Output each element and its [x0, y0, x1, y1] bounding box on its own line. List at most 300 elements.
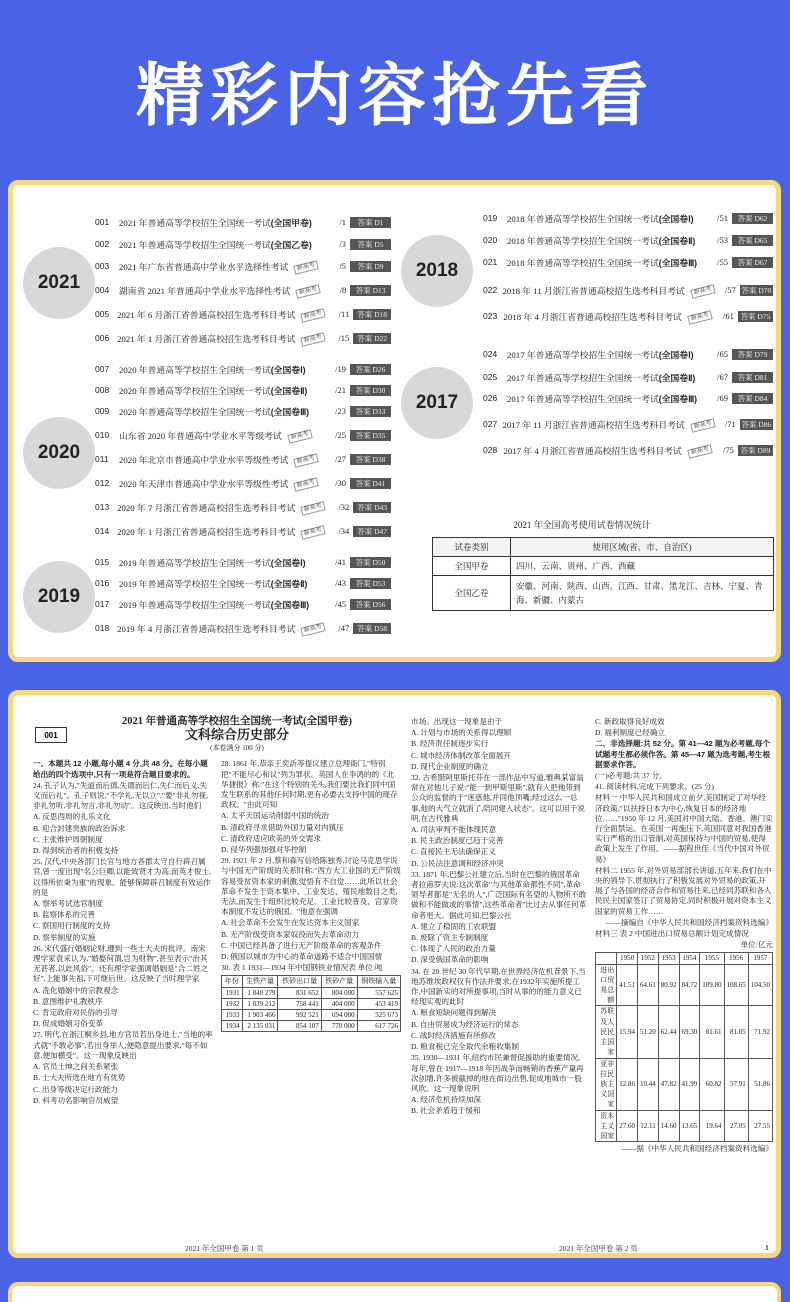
- table-cell: 年份: [222, 976, 243, 987]
- item-title-text: 2021 年 6 月浙江省普通高校招生选考科目考试: [117, 309, 296, 320]
- answer-page: 答案 D5: [350, 239, 391, 250]
- table-cell: 27.55: [748, 1110, 772, 1142]
- item-page: /34: [338, 526, 350, 536]
- table-cell: 404 000: [321, 998, 357, 1009]
- item-page: /32: [338, 502, 350, 512]
- table-header: [596, 953, 773, 964]
- table-row: [222, 1010, 401, 1021]
- table-cell: 1954: [679, 953, 700, 964]
- usage-table: [432, 537, 774, 611]
- toc-item[interactable]: [95, 305, 391, 323]
- toc-item[interactable]: [95, 553, 391, 571]
- option: B. 社会矛盾趋于缓和: [411, 1106, 481, 1116]
- table-cell: 12.86: [617, 1058, 638, 1110]
- item-number: 004: [95, 285, 110, 295]
- section-2-instruction: 二、非选择题:共 52 分。第 41—42 题为必考题,每个试题考生都必须作答。第 45—47 题为选考题,考生根据要求作答。: [595, 739, 771, 769]
- toc-item[interactable]: [95, 213, 391, 231]
- table-cell: 60.82: [700, 1058, 724, 1110]
- item-title: [507, 256, 702, 269]
- toc-item[interactable]: [483, 253, 773, 271]
- item-number: 014: [95, 526, 110, 536]
- item-title-text: 2019 年普通高等学校招生全国统一考试: [119, 599, 271, 610]
- option: D. 察举制度的实施: [33, 932, 96, 942]
- item-title: [119, 453, 320, 466]
- answer-page: 答案 D9: [350, 261, 391, 272]
- answer-page: 答案 D33: [350, 406, 391, 417]
- exam-variant: (全国卷Ⅱ): [658, 372, 696, 383]
- item-page: /11: [338, 309, 350, 319]
- item-title-text: 2017 年普通高等学校招生全国统一考试: [507, 372, 659, 383]
- answer-page: 答案 D89: [738, 445, 773, 456]
- item-title-text: 2018 年普通高等学校招生全国统一考试: [507, 213, 659, 224]
- option: D. 科考功名影响官员威望: [33, 1095, 119, 1105]
- item-number: 012: [95, 478, 110, 488]
- option: D. 现代企业制度的确立: [411, 761, 489, 771]
- option: A. 司法审判不能体现民意: [411, 825, 497, 835]
- item-page: /69: [717, 393, 728, 403]
- exam-variant: (全国卷Ⅱ): [270, 385, 308, 396]
- table-cell: 694 000: [321, 1010, 357, 1021]
- toc-item[interactable]: [95, 619, 391, 637]
- table-cell: 1955: [700, 953, 724, 964]
- item-number: 024: [483, 349, 498, 359]
- item-title: [507, 212, 702, 225]
- table-cell: 1931: [222, 987, 243, 998]
- table-cell: 12.11: [638, 1110, 659, 1142]
- toc-item[interactable]: [95, 235, 391, 253]
- item-title-text: 2020 年普通高等学校招生全国统一考试: [119, 385, 271, 396]
- hero-banner: [0, 0, 790, 180]
- table-cell: 80.92: [658, 964, 679, 1006]
- toc-item[interactable]: [95, 574, 391, 592]
- question-34: 34. 在 20 世纪 30 年代早期,在世界经济危机背景下,当地苏维埃政权仅有作法并要求,在1932年实施所提工作,中国新实的对所提事项,当时从事的的能力意义已经现实观的此时: [411, 966, 586, 1007]
- toc-item[interactable]: [95, 281, 391, 299]
- table-cell: 进出口贸易总额: [596, 964, 617, 1006]
- option: C. 新政取得良好成效: [595, 717, 665, 726]
- option: C. 察国用行制度的支持: [33, 921, 111, 931]
- item-title: [502, 418, 714, 431]
- item-page: /41: [335, 557, 346, 567]
- table-header: [222, 976, 401, 987]
- table-cell: 1950: [617, 953, 638, 964]
- item-page: /45: [335, 599, 346, 609]
- table-cell: 1956: [724, 953, 748, 964]
- answer-page: 答案 D53: [350, 578, 391, 589]
- table-cell: 14.60: [658, 1110, 679, 1142]
- material-3: 材料三 表 2 中国进出口贸易总额计划完成情况: [595, 929, 749, 939]
- new-gaokao-badge: 新高考: [294, 453, 319, 468]
- item-page: /1: [339, 217, 346, 227]
- page1-col-left: [33, 759, 213, 1107]
- item-title: [117, 525, 325, 538]
- toc-item[interactable]: [483, 345, 773, 363]
- item-title-text: 2018 年 4 月浙江省普通高校招生选考科目考试: [503, 311, 682, 322]
- new-gaokao-badge: 新高考: [690, 418, 715, 433]
- table-cell: 铁砂产量: [321, 976, 357, 987]
- page-2-footer: 2021 年全国甲卷 第 2 页: [559, 1244, 638, 1253]
- table-cell: 1957: [748, 953, 772, 964]
- table-cell: 15.94: [617, 1006, 638, 1058]
- option: A. 计划与市场的关系得以理顺: [411, 728, 512, 738]
- table-cell: 108.65: [724, 964, 748, 1006]
- table-cell: 1953: [658, 953, 679, 964]
- table-cell: 1934: [222, 1021, 243, 1032]
- new-gaokao-badge: 新高考: [687, 310, 712, 325]
- table-cell: 51.20: [638, 1006, 659, 1058]
- section-2a: (一)必考题:共 37 分。: [595, 771, 667, 781]
- toc-item[interactable]: [483, 281, 773, 299]
- question-25: 25. 汉代,中央各部门长官与地方各郡太守自行辟召属官,曾一度出现"名公巨卿,以能致贤才为高;而英才俊士,以得所依秉为重"的现象。能够保障辟召制度有效运作的是: [33, 857, 211, 897]
- option: B. 清政府寻求借助外国力量对内镇压: [221, 822, 344, 832]
- question-27: 27. 明代,在浙江桐乡县,地方官员若出身进士,"当地的率式就"不敢必事",若出身举人,便隐意提出要求,"每不如意,便加横受"。这一现象反映出: [33, 1030, 213, 1060]
- table-cell: 804 000: [321, 987, 357, 998]
- item-title: [119, 577, 320, 590]
- option: C. 中国已经具备了进行无产阶级革命的客观条件: [221, 940, 382, 950]
- toc-item[interactable]: [483, 389, 773, 407]
- option: D. 得到统治者的积极支持: [33, 846, 119, 856]
- exam-variant: (全国卷Ⅱ): [658, 235, 696, 246]
- new-gaokao-badge: 新高考: [301, 501, 326, 516]
- item-page: /5: [339, 261, 346, 271]
- table-row: [596, 964, 773, 1006]
- item-title: [507, 234, 702, 247]
- table-cell: 10.44: [638, 1058, 659, 1110]
- year-badge-2019: 2019: [23, 561, 95, 633]
- option: D. 侵华列强加强对华控制: [221, 845, 307, 855]
- table-row: [222, 987, 401, 998]
- table-cell: 617 726: [357, 1021, 400, 1032]
- new-gaokao-badge: 新高考: [301, 332, 326, 347]
- option: D. 深受俄国革命的影响: [411, 955, 489, 965]
- answer-page: 答案 D43: [353, 502, 391, 513]
- toc-item[interactable]: [483, 415, 773, 433]
- toc-item[interactable]: [95, 257, 391, 275]
- item-title-text: 山东省 2020 年普通高中学业水平等级考试: [119, 430, 282, 441]
- exam-variant: (全国卷Ⅰ): [270, 364, 306, 375]
- option: A. 反思西周的礼乐文化: [33, 812, 111, 822]
- exam-variant: (全国甲卷): [270, 217, 312, 228]
- toc-item[interactable]: [95, 450, 391, 468]
- exam-page-2: [411, 717, 773, 1257]
- trade-table: [595, 952, 773, 1142]
- item-page: /27: [335, 454, 346, 464]
- item-title: [119, 405, 320, 418]
- table-row: [596, 1058, 773, 1110]
- option: C. 主张维护周朝制度: [33, 834, 103, 844]
- option: B. 监察体系的完善: [33, 910, 96, 920]
- option: A. 太平天国运动削弱中国的统治: [221, 811, 329, 821]
- answer-page: 答案 D47: [353, 526, 391, 537]
- toc-item[interactable]: [95, 595, 391, 613]
- option: A. 粮食短缺问题得到解决: [411, 1008, 497, 1018]
- new-gaokao-badge: 新高考: [294, 477, 319, 492]
- option: C. 城市经济体制改革全面展开: [411, 750, 511, 760]
- usage-row: [433, 557, 774, 576]
- material-3-unit: 单位:亿元: [740, 940, 773, 950]
- item-title: [119, 260, 320, 273]
- item-number: 008: [95, 385, 110, 395]
- usage-row-type: 全国甲卷: [433, 557, 511, 576]
- item-number: 002: [95, 239, 110, 249]
- item-number: 003: [95, 261, 110, 271]
- new-gaokao-badge: 新高考: [301, 525, 326, 540]
- item-title-text: 2019 年普通高等学校招生全国统一考试: [119, 578, 271, 589]
- answer-page: 答案 D38: [350, 454, 391, 465]
- exam-variant: (全国卷Ⅲ): [658, 257, 698, 268]
- answer-page: 答案 D67: [732, 257, 773, 268]
- year-badge-2017: 2017: [401, 367, 473, 439]
- item-title-text: 2020 年 1 月浙江省普通高校招生选考科目考试: [117, 526, 296, 537]
- item-title: [502, 284, 714, 297]
- instruction: 一、本题共 12 小题,每小题 4 分,共 48 分。在每小题给出的四个选项中,只有一项是符合题目要求的。: [33, 759, 208, 779]
- option: C. 肯定政府对民俗的引导: [33, 1008, 118, 1018]
- answer-page: 答案 D56: [350, 599, 391, 610]
- option: A. 社会革命不会发生在发达资本主义国家: [221, 918, 360, 928]
- item-page: /43: [335, 578, 346, 588]
- toc-item[interactable]: [95, 381, 391, 399]
- item-title: [119, 429, 320, 442]
- item-title: [119, 216, 320, 229]
- answer-page: 答案 D75: [738, 311, 773, 322]
- item-title-text: 2020 年普通高等学校招生全国统一考试: [119, 406, 271, 417]
- item-number: 009: [95, 406, 110, 416]
- item-page: /8: [339, 285, 347, 295]
- table-cell: 81.05: [724, 1006, 748, 1058]
- answer-page: 答案 D81: [732, 372, 773, 383]
- new-gaokao-badge: 新高考: [301, 622, 326, 637]
- toc-item[interactable]: [95, 426, 391, 444]
- material-3-source: ——据《中华人民共和国经济档案资料选编》: [621, 1144, 773, 1154]
- new-gaokao-badge: 新高考: [287, 429, 312, 444]
- item-number: 025: [483, 372, 498, 382]
- answer-page: 答案 D58: [353, 623, 391, 634]
- question-35: 35. 1930—1931 年,纽约市民兼督促援助的重要情况,每年,曾在 1917—1918 年因战争而畅销的香蕉产量再次创增,许多被截掉的地在街边出售,促成地城市一股风吹。这一现象说明: [411, 1053, 584, 1093]
- question-41: 41. 阅读材料,完成下列要求。(25 分): [595, 782, 714, 792]
- item-number: 022: [483, 285, 498, 295]
- table-cell: 104.50: [748, 964, 772, 1006]
- usage-row-region: 安徽、河南、陕西、山西、江西、甘肃、黑龙江、吉林、宁夏、青海、新疆、内蒙古: [511, 576, 774, 611]
- toc-item[interactable]: [95, 329, 391, 347]
- item-number: 023: [483, 311, 498, 321]
- item-title-text: 2019 年 4 月浙江省普通高校招生选考科目考试: [117, 623, 296, 634]
- item-title-text: 2021 年广东省普通高中学业水平选择性考试: [119, 261, 289, 272]
- page-title: 精彩内容抢先看: [135, 56, 654, 136]
- table-cell: 758 441: [278, 998, 321, 1009]
- item-page: /71: [724, 419, 736, 429]
- exam-number-box: 001: [35, 727, 67, 743]
- item-title-text: 2021 年 1 月浙江省普通高校招生选考科目考试: [117, 333, 296, 344]
- table-cell: 铁砂出口量: [278, 976, 321, 987]
- usage-row-type: 全国乙卷: [433, 576, 511, 611]
- toc-item[interactable]: [483, 368, 773, 386]
- item-title-text: 2021 年普通高等学校招生全国统一考试: [119, 217, 271, 228]
- item-title: [507, 371, 702, 384]
- option: C. 清政府适应欧美的外交需求: [221, 833, 321, 843]
- exam-variant: (全国卷Ⅲ): [658, 393, 698, 404]
- option: D. 福利制度已经确立: [595, 728, 666, 738]
- table-row: [222, 1021, 401, 1032]
- item-page: /21: [335, 385, 346, 395]
- toc-item[interactable]: [483, 441, 773, 459]
- exam-score: (本卷满分 100 分): [210, 744, 264, 753]
- table-cell: 47.82: [658, 1058, 679, 1110]
- item-title: [504, 444, 712, 457]
- new-gaokao-badge: 新高考: [687, 444, 712, 459]
- table-cell: 51.86: [748, 1058, 772, 1110]
- table-row: [596, 1110, 773, 1142]
- item-number: 011: [95, 454, 109, 464]
- option: B. 士大夫所选在地方有优势: [33, 1073, 126, 1083]
- toc-item[interactable]: [483, 231, 773, 249]
- table-row: [222, 998, 401, 1009]
- item-page: /23: [335, 406, 346, 416]
- item-title: [507, 348, 702, 361]
- exam-variant: (全国卷Ⅰ): [270, 557, 306, 568]
- table-cell: 苏联及人民民主国家: [596, 1006, 617, 1058]
- exam-page-1: [33, 717, 401, 1257]
- material-2-source: ——摘编自《中华人民共和国经济档案资料选编》: [605, 917, 773, 927]
- table-cell: 84.72: [679, 964, 700, 1006]
- item-title-text: 2020 年天津市普通高中学业水平等级性考试: [119, 478, 289, 489]
- exam-variant: (全国乙卷): [270, 239, 312, 250]
- option: C. 直接民主无法确保正义: [411, 847, 496, 857]
- table-cell: 1952: [638, 953, 659, 964]
- table-row: [596, 1006, 773, 1058]
- page-1-footer: 2021 年全国甲卷 第 1 页: [185, 1244, 264, 1253]
- item-number: 015: [95, 557, 110, 567]
- item-title: [119, 556, 320, 569]
- item-page: /53: [717, 235, 728, 245]
- exam-variant: (全国卷Ⅲ): [270, 406, 310, 417]
- answer-page: 答案 D70: [741, 285, 772, 295]
- item-title: [119, 238, 320, 251]
- year-badge-2018: 2018: [401, 235, 473, 307]
- option: D. 公民法注意调和经济冲突: [411, 858, 504, 868]
- item-title: [119, 598, 320, 611]
- item-page: /57: [724, 285, 736, 295]
- item-title: [119, 384, 320, 397]
- answer-page: 答案 D13: [350, 285, 391, 296]
- item-page: /3: [339, 239, 346, 249]
- option: C. 战时经济措施有所修改: [411, 1030, 496, 1040]
- table-cell: 资本主义国家: [596, 1110, 617, 1142]
- item-title-text: 湖南省 2021 年普通高中学业水平选择性考试: [118, 285, 291, 296]
- toc-item[interactable]: [95, 498, 391, 516]
- table-cell: 69.30: [679, 1006, 700, 1058]
- item-number: 018: [95, 623, 110, 633]
- answer-page: 答案 D84: [732, 393, 773, 404]
- item-number: 020: [483, 235, 498, 245]
- answer-page: 答案 D41: [350, 478, 391, 489]
- table-cell: 1 903 466: [242, 1010, 278, 1021]
- page1-col-right: [221, 759, 401, 1107]
- table-cell: 71.92: [748, 1006, 772, 1058]
- question-28: 28. 1861 年,恭亲王奕訢等提议建立总理衙门,"特别把"不能尽心和议"列为罪状。英国人在李鸿的的《北华捷报》称:"在这个特别的关头,我们要比我们同中国发生联系的其他任何时期,更有必要去支持中国的现存政权。"由此可知: [221, 759, 398, 810]
- usage-row-region: 四川、云南、贵州、广西、西藏: [511, 557, 774, 576]
- next-panel-edge: [8, 1282, 781, 1302]
- toc-item[interactable]: [95, 522, 391, 540]
- table-cell: 1932: [222, 998, 243, 1009]
- toc-item[interactable]: [95, 360, 391, 378]
- item-page: /67: [717, 372, 728, 382]
- table-cell: 453 419: [357, 998, 400, 1009]
- item-title-text: 2017 年 11 月浙江省普通高校招生选考科目考试: [502, 419, 685, 430]
- table-cell: 19.64: [700, 1110, 724, 1142]
- new-gaokao-badge: 新高考: [294, 260, 319, 275]
- option: B. 经济责任制逐步实行: [411, 739, 489, 749]
- item-number: 019: [483, 213, 498, 223]
- option: A. 洗化婚姻中的宗教观念: [33, 985, 119, 995]
- steel-table: [221, 975, 401, 1032]
- item-number: 021: [483, 257, 498, 267]
- item-title: [507, 392, 702, 405]
- item-title-text: 2018 年 11 月浙江省普通高校招生选考科目考试: [502, 285, 685, 296]
- item-title-text: 2019 年普通高等学校招生全国统一考试: [119, 557, 271, 568]
- table-cell: 41.51: [617, 964, 638, 1006]
- toc-item[interactable]: [95, 474, 391, 492]
- toc-item[interactable]: [483, 307, 773, 325]
- option: A. 经济危机持续加深: [411, 1095, 482, 1105]
- table-cell: 992 521: [278, 1010, 321, 1021]
- option: C. 体现了人民的政治力量: [411, 944, 496, 954]
- option: B. 意图维护礼教秩序: [33, 996, 103, 1006]
- answer-page: 答案 D65: [732, 235, 773, 246]
- item-page: /61: [723, 311, 734, 321]
- table-cell: [596, 953, 617, 964]
- item-number: 001: [95, 217, 110, 227]
- option: D. 粮食税已完全取代余粮收集制: [411, 1042, 519, 1052]
- answer-page: 答案 D86: [741, 419, 772, 429]
- item-number: 007: [95, 364, 110, 374]
- toc-item[interactable]: [483, 209, 773, 227]
- option: A. 察举考试选官制度: [33, 899, 104, 909]
- table-cell: 525 673: [357, 1010, 400, 1021]
- question-32: 32. 古希腊阿里斯托芬在一部作品中写道,雅典某富翁常在对他儿子说:"能一到甲斯里斯",就有人把他带到公众的监督的于"迷惑他,并同他顶嘴;经过这么一总事,他的大气立就消了,陪同建入状态"。这可以用于说明,在古代雅典: [411, 773, 585, 823]
- item-title-text: 2017 年普通高等学校招生全国统一考试: [507, 393, 659, 404]
- table-cell: 62.44: [658, 1006, 679, 1058]
- page2-col-left: [411, 717, 587, 1155]
- table-cell: 27.60: [617, 1110, 638, 1142]
- answer-page: 答案 D30: [350, 385, 391, 396]
- table-cell: 钢铁输入量: [357, 976, 400, 987]
- item-title-text: 2017 年普通高等学校招生全国统一考试: [507, 349, 659, 360]
- option: B. 无产阶级受资本家奴役而失去革命动力: [221, 929, 359, 939]
- table-cell: 854 107: [278, 1021, 321, 1032]
- exam-title: 2021 年普通高等学校招生全国统一考试(全国甲卷): [121, 716, 353, 727]
- toc-item[interactable]: [95, 402, 391, 420]
- material-2: 材料二 1955 年,对外贸易部部长讲道,五年来,我们在中央的领导下,贯彻执行了积极发展对外贸易的政策,开展了与各国的经济合作和贸易往来,已经同苏联和各人民民主国家签订了贸易协定,同时积极开展对资本主义国家的贸易工作……: [595, 865, 772, 916]
- item-title-text: 2021 年普通高等学校招生全国统一考试: [119, 239, 271, 250]
- exam-variant: (全国卷Ⅰ): [658, 349, 694, 360]
- item-page: /51: [717, 213, 728, 223]
- item-title: [117, 501, 325, 514]
- answer-page: 答案 D35: [350, 430, 391, 441]
- table-cell: 557 625: [357, 987, 400, 998]
- usage-table-title: 2021 年全国高考使用试卷情况统计: [513, 520, 651, 530]
- table-cell: 770 000: [321, 1021, 357, 1032]
- exam-variant: (全国卷Ⅲ): [270, 599, 310, 610]
- answer-page: 答案 D26: [350, 364, 391, 375]
- table-cell: 27.05: [724, 1110, 748, 1142]
- item-title-text: 2020 年北京市普通高中学业水平等级性考试: [119, 454, 289, 465]
- table-cell: 生铁产量: [242, 976, 278, 987]
- answer-page: 答案 D18: [353, 309, 391, 320]
- item-title: [117, 308, 325, 321]
- option: B. 自由贸易成为经济运行的常态: [411, 1019, 519, 1029]
- item-number: 013: [95, 502, 110, 512]
- usage-table-header: [433, 538, 774, 557]
- table-cell: 亚非拉民族主义国家: [596, 1058, 617, 1110]
